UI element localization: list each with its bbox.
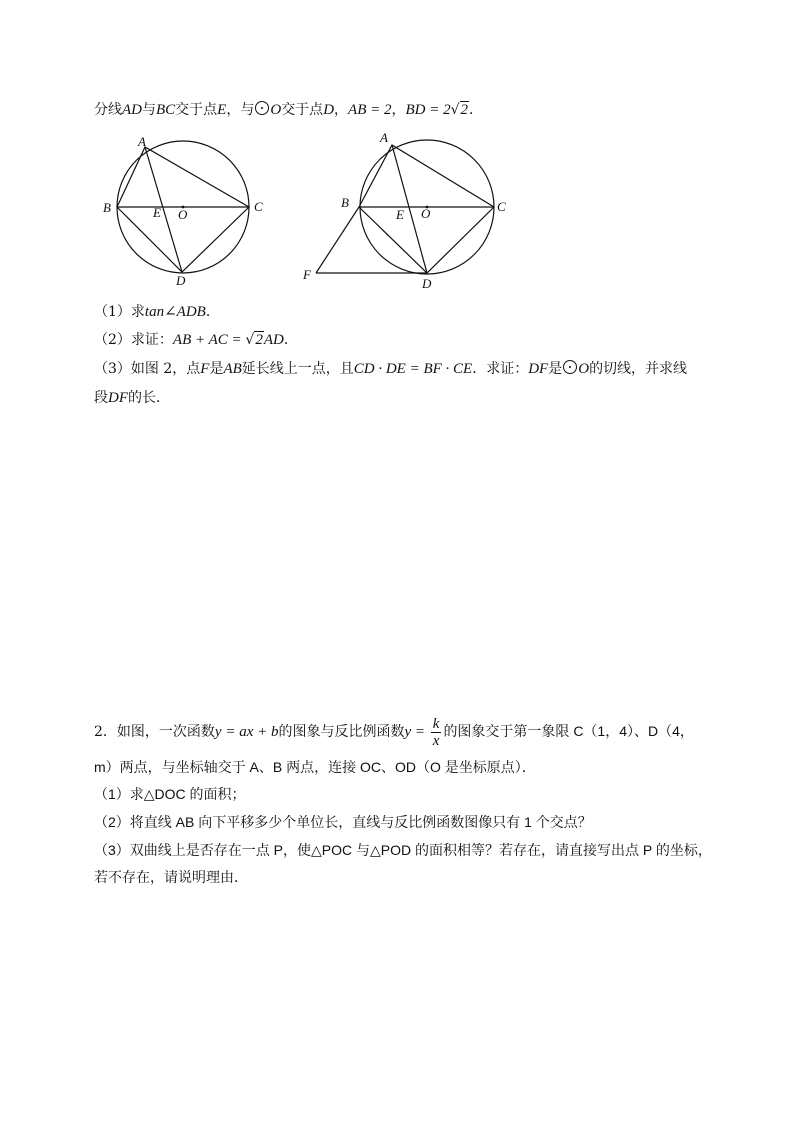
math: DF — [108, 390, 128, 406]
text: （1）求 — [94, 304, 145, 320]
text: ． — [205, 304, 220, 320]
text: ， — [334, 102, 349, 118]
math: O — [578, 361, 590, 377]
math: D — [323, 102, 335, 118]
fig2-label-f: F — [303, 267, 311, 282]
fraction: $\frac{k}{x}$ — [432, 715, 440, 749]
math: BC — [156, 102, 176, 118]
math: AD — [263, 332, 284, 348]
circle-symbol — [563, 360, 577, 374]
text: 的图象交于第一象限 C（1，4）、D（4， — [443, 723, 694, 739]
fig2-label-a: A — [380, 130, 388, 145]
text: ． — [469, 102, 484, 118]
fig1-label-e: E — [153, 205, 161, 220]
math: O — [270, 102, 282, 118]
text: 是 — [209, 361, 224, 377]
text: （1）求△DOC 的面积； — [94, 786, 246, 802]
text: 是 — [548, 361, 563, 377]
math: CD · DE = BF · CE — [353, 361, 473, 377]
math: y = ax + b — [214, 724, 279, 740]
fig2-label-d: D — [422, 276, 432, 291]
text: 的长． — [128, 390, 170, 406]
q1-part3-line2 — [94, 388, 170, 408]
text: 段 — [94, 390, 108, 406]
text: 与 — [142, 102, 156, 118]
q2-line1 — [94, 714, 694, 749]
text: ．求证： — [472, 361, 529, 377]
text: （2）将直线 AB 向下平移多少个单位长，直线与反比例函数图像只有 1 个交点？ — [94, 814, 592, 830]
fig1-label-o: O — [178, 207, 188, 222]
text: 交于点 — [281, 102, 324, 118]
fig1-label-a: A — [138, 134, 146, 149]
math: E — [217, 102, 227, 118]
fig2-bf — [316, 207, 359, 273]
math: AB = 2 — [348, 102, 392, 118]
q2-line2 — [94, 757, 536, 777]
text: 的图象与反比例函数 — [278, 724, 405, 740]
fig2-label-b: B — [341, 195, 349, 210]
q2-part1 — [94, 784, 246, 804]
q2-part3-line2 — [94, 867, 248, 887]
text: m）两点，与坐标轴交于 A、B 两点，连接 OC、OD（O 是坐标原点）． — [94, 759, 536, 775]
fig2-label-c: C — [497, 199, 506, 214]
text: 若不存在，请说明理由． — [94, 869, 248, 885]
math: DF — [528, 361, 549, 377]
fig2-label-e: E — [396, 207, 404, 222]
fig1-label-d: D — [176, 273, 186, 288]
sqrt: √2 — [450, 102, 469, 118]
sqrt: √2 — [245, 332, 263, 348]
math: BD = 2 — [405, 102, 451, 118]
text: 交于点 — [175, 102, 218, 118]
q2-part3-line1 — [94, 840, 712, 860]
q2-part2 — [94, 812, 592, 832]
text: 的切线，并求线 — [589, 361, 688, 377]
q1-part3-line1 — [94, 359, 687, 379]
math: AB — [223, 361, 242, 377]
text: （2）求证： — [94, 332, 173, 348]
text: （3）如图 2，点 — [94, 361, 201, 377]
fig2-label-o: O — [421, 206, 431, 221]
q1-part2 — [94, 330, 298, 350]
math: F — [200, 361, 210, 377]
text: （3）双曲线上是否存在一点 P，使△POC 与△POD 的面积相等？若存在，请直接写出点 P 的坐标， — [94, 842, 712, 858]
math: AB + AC = — [172, 332, 246, 348]
text: 延长线上一点，且 — [241, 361, 354, 377]
math: y = — [404, 724, 429, 740]
text: 分线 — [94, 102, 122, 118]
fig1-label-c: C — [254, 199, 263, 214]
math: AD — [122, 102, 142, 118]
text: ， — [391, 102, 406, 118]
math: tan∠ADB — [144, 304, 206, 320]
q1-part1 — [94, 302, 220, 322]
text: 2．如图，一次函数 — [94, 724, 215, 740]
fig1-label-b: B — [103, 200, 111, 215]
text: ，与 — [226, 102, 255, 118]
text: ． — [283, 332, 298, 348]
